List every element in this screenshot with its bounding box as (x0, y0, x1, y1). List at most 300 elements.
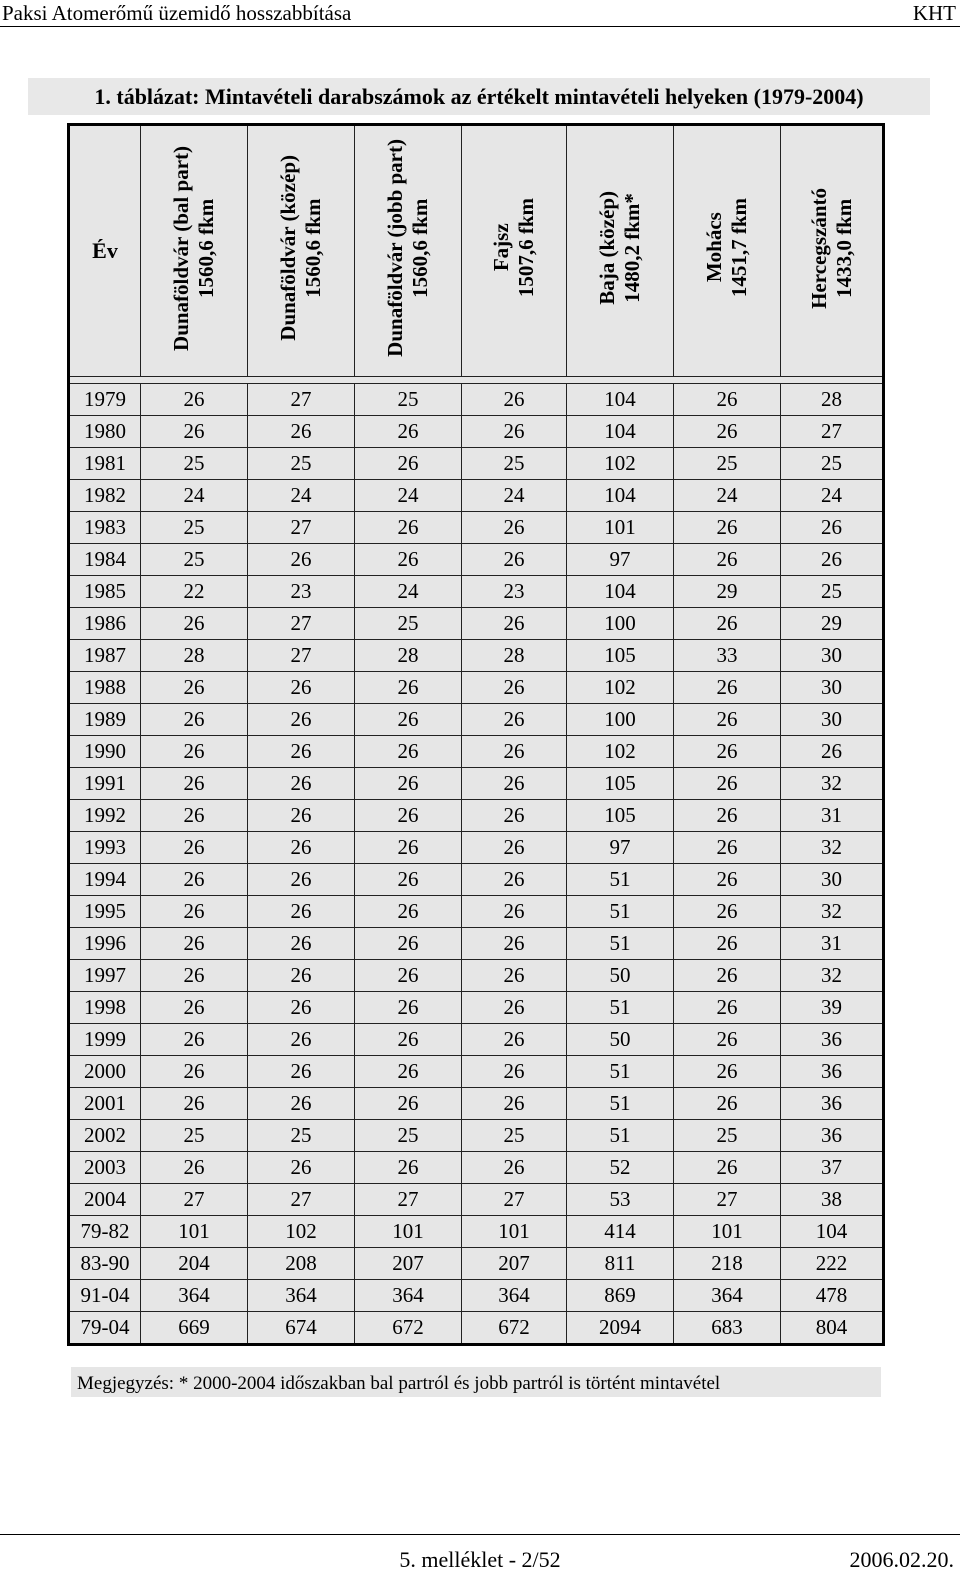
year-cell: 1998 (69, 992, 141, 1024)
count-cell: 101 (355, 1216, 462, 1248)
count-cell: 26 (355, 896, 462, 928)
column-header-sublabel: 1451,7 fkm (727, 198, 751, 298)
count-cell: 26 (674, 672, 781, 704)
count-cell: 26 (141, 768, 248, 800)
count-cell: 101 (567, 512, 674, 544)
count-cell: 26 (355, 1056, 462, 1088)
count-cell: 26 (248, 992, 355, 1024)
table-row (69, 640, 884, 672)
table-row (69, 384, 884, 416)
table-row (69, 736, 884, 768)
count-cell: 222 (781, 1248, 884, 1280)
count-cell: 26 (355, 864, 462, 896)
count-cell: 24 (248, 480, 355, 512)
column-header-label: Dunaföldvár (bal part) (169, 145, 193, 351)
year-cell: 1995 (69, 896, 141, 928)
count-cell: 30 (781, 672, 884, 704)
count-cell: 804 (781, 1312, 884, 1345)
count-cell: 26 (674, 960, 781, 992)
count-cell: 26 (248, 1024, 355, 1056)
count-cell: 33 (674, 640, 781, 672)
year-cell: 1982 (69, 480, 141, 512)
count-cell: 51 (567, 992, 674, 1024)
table-row (69, 512, 884, 544)
count-cell: 97 (567, 544, 674, 576)
year-cell: 1986 (69, 608, 141, 640)
column-header-site (462, 125, 567, 377)
column-header-label: Dunaföldvár (jobb part) (383, 139, 407, 357)
count-cell: 26 (248, 864, 355, 896)
count-cell: 26 (355, 512, 462, 544)
year-cell: 1984 (69, 544, 141, 576)
count-cell: 207 (462, 1248, 567, 1280)
count-cell: 26 (674, 768, 781, 800)
count-cell: 26 (141, 1152, 248, 1184)
year-cell: 1983 (69, 512, 141, 544)
count-cell: 26 (141, 1088, 248, 1120)
year-cell: 91-04 (69, 1280, 141, 1312)
count-cell: 26 (462, 768, 567, 800)
count-cell: 27 (141, 1184, 248, 1216)
count-cell: 105 (567, 768, 674, 800)
column-header-site (355, 125, 462, 377)
count-cell: 26 (355, 448, 462, 480)
table-row (69, 864, 884, 896)
year-cell: 1991 (69, 768, 141, 800)
header-spacer (69, 377, 884, 384)
count-cell: 32 (781, 960, 884, 992)
count-cell: 26 (141, 896, 248, 928)
table-row (69, 1024, 884, 1056)
count-cell: 31 (781, 928, 884, 960)
count-cell: 51 (567, 1120, 674, 1152)
count-cell: 25 (355, 1120, 462, 1152)
count-cell: 25 (141, 448, 248, 480)
count-cell: 26 (674, 736, 781, 768)
count-cell: 31 (781, 800, 884, 832)
count-cell: 26 (355, 768, 462, 800)
count-cell: 30 (781, 640, 884, 672)
header-spacer-row (69, 377, 884, 384)
column-header-sublabel: 1560,6 fkm (408, 198, 432, 298)
sampling-count-table (67, 123, 885, 1346)
count-cell: 478 (781, 1280, 884, 1312)
count-cell: 37 (781, 1152, 884, 1184)
count-cell: 27 (674, 1184, 781, 1216)
count-cell: 27 (462, 1184, 567, 1216)
year-cell: 2001 (69, 1088, 141, 1120)
count-cell: 32 (781, 896, 884, 928)
table-row (69, 960, 884, 992)
count-cell: 104 (567, 416, 674, 448)
table-row (69, 1216, 884, 1248)
count-cell: 364 (141, 1280, 248, 1312)
count-cell: 26 (462, 1056, 567, 1088)
year-cell: 79-04 (69, 1312, 141, 1345)
count-cell: 100 (567, 704, 674, 736)
table-row (69, 448, 884, 480)
table-row (69, 928, 884, 960)
count-cell: 26 (462, 736, 567, 768)
count-cell: 26 (355, 1024, 462, 1056)
count-cell: 26 (141, 1056, 248, 1088)
count-cell: 26 (462, 1088, 567, 1120)
count-cell: 26 (462, 864, 567, 896)
count-cell: 104 (567, 480, 674, 512)
count-cell: 811 (567, 1248, 674, 1280)
count-cell: 29 (674, 576, 781, 608)
count-cell: 50 (567, 960, 674, 992)
count-cell: 30 (781, 864, 884, 896)
count-cell: 100 (567, 608, 674, 640)
count-cell: 27 (355, 1184, 462, 1216)
count-cell: 104 (567, 384, 674, 416)
table-note: Megjegyzés: * 2000-2004 időszakban bal partról és jobb partról is történt mintavétel (71, 1367, 881, 1397)
count-cell: 26 (462, 992, 567, 1024)
count-cell: 26 (248, 672, 355, 704)
table-row (69, 1312, 884, 1345)
table-title: 1. táblázat: Mintavételi darabszámok az értékelt mintavételi helyeken (1979-2004) (28, 78, 930, 115)
table-row (69, 1056, 884, 1088)
count-cell: 26 (674, 896, 781, 928)
table-row (69, 672, 884, 704)
count-cell: 26 (462, 544, 567, 576)
count-cell: 25 (781, 448, 884, 480)
count-cell: 26 (141, 832, 248, 864)
count-cell: 27 (248, 384, 355, 416)
count-cell: 26 (355, 992, 462, 1024)
count-cell: 669 (141, 1312, 248, 1345)
column-header-site (141, 125, 248, 377)
count-cell: 26 (355, 736, 462, 768)
count-cell: 207 (355, 1248, 462, 1280)
count-cell: 26 (462, 672, 567, 704)
document-title: Paksi Atomerőmű üzemidő hosszabbítása (2, 1, 352, 25)
count-cell: 26 (462, 704, 567, 736)
count-cell: 26 (674, 384, 781, 416)
count-cell: 26 (674, 704, 781, 736)
count-cell: 26 (462, 1152, 567, 1184)
count-cell: 2094 (567, 1312, 674, 1345)
count-cell: 27 (781, 416, 884, 448)
count-cell: 25 (674, 1120, 781, 1152)
count-cell: 23 (248, 576, 355, 608)
count-cell: 204 (141, 1248, 248, 1280)
count-cell: 26 (462, 512, 567, 544)
table-row (69, 896, 884, 928)
count-cell: 38 (781, 1184, 884, 1216)
year-cell: 1992 (69, 800, 141, 832)
count-cell: 27 (248, 608, 355, 640)
count-cell: 23 (462, 576, 567, 608)
count-cell: 102 (567, 672, 674, 704)
table-row (69, 576, 884, 608)
header-row (69, 125, 884, 377)
column-header-label: Év (92, 238, 118, 263)
column-header-site (248, 125, 355, 377)
count-cell: 24 (141, 480, 248, 512)
count-cell: 105 (567, 800, 674, 832)
column-header-sublabel: 1480,2 fkm* (620, 193, 644, 303)
count-cell: 51 (567, 928, 674, 960)
table-row (69, 992, 884, 1024)
column-header-sublabel: 1560,6 fkm (301, 198, 325, 298)
table-body (69, 384, 884, 1345)
table-row (69, 1184, 884, 1216)
count-cell: 24 (355, 576, 462, 608)
count-cell: 26 (355, 960, 462, 992)
count-cell: 25 (248, 1120, 355, 1152)
count-cell: 26 (462, 384, 567, 416)
count-cell: 24 (462, 480, 567, 512)
count-cell: 26 (141, 704, 248, 736)
count-cell: 364 (355, 1280, 462, 1312)
table-row (69, 704, 884, 736)
count-cell: 50 (567, 1024, 674, 1056)
count-cell: 26 (248, 1152, 355, 1184)
count-cell: 26 (462, 416, 567, 448)
count-cell: 52 (567, 1152, 674, 1184)
count-cell: 25 (462, 448, 567, 480)
count-cell: 26 (248, 960, 355, 992)
table-row (69, 1152, 884, 1184)
count-cell: 26 (248, 544, 355, 576)
count-cell: 26 (355, 928, 462, 960)
count-cell: 26 (248, 736, 355, 768)
document-date: 2006.02.20. (849, 1547, 954, 1572)
count-cell: 26 (141, 416, 248, 448)
column-header-label: Hercegszántó (806, 187, 831, 309)
table-row (69, 480, 884, 512)
count-cell: 26 (248, 1056, 355, 1088)
count-cell: 26 (462, 896, 567, 928)
table-row (69, 768, 884, 800)
count-cell: 869 (567, 1280, 674, 1312)
count-cell: 27 (248, 1184, 355, 1216)
table-row (69, 800, 884, 832)
count-cell: 26 (674, 1024, 781, 1056)
year-cell: 1981 (69, 448, 141, 480)
column-header-sublabel: 1560,6 fkm (194, 198, 218, 298)
year-cell: 2004 (69, 1184, 141, 1216)
count-cell: 36 (781, 1120, 884, 1152)
count-cell: 24 (355, 480, 462, 512)
count-cell: 32 (781, 768, 884, 800)
table-row (69, 1120, 884, 1152)
count-cell: 26 (355, 704, 462, 736)
count-cell: 26 (674, 864, 781, 896)
count-cell: 26 (141, 928, 248, 960)
count-cell: 26 (141, 736, 248, 768)
count-cell: 26 (248, 704, 355, 736)
count-cell: 36 (781, 1088, 884, 1120)
count-cell: 26 (355, 1088, 462, 1120)
count-cell: 28 (781, 384, 884, 416)
count-cell: 26 (141, 384, 248, 416)
count-cell: 218 (674, 1248, 781, 1280)
column-header-label: Mohács (702, 213, 726, 283)
count-cell: 26 (781, 544, 884, 576)
column-header-label: Baja (közép) (595, 191, 619, 305)
count-cell: 104 (781, 1216, 884, 1248)
count-cell: 25 (674, 448, 781, 480)
count-cell: 672 (355, 1312, 462, 1345)
count-cell: 26 (674, 832, 781, 864)
count-cell: 26 (248, 416, 355, 448)
column-header-site (781, 125, 884, 377)
count-cell: 51 (567, 864, 674, 896)
count-cell: 24 (674, 480, 781, 512)
count-cell: 26 (781, 512, 884, 544)
count-cell: 26 (248, 832, 355, 864)
count-cell: 101 (674, 1216, 781, 1248)
count-cell: 26 (674, 544, 781, 576)
table-row (69, 416, 884, 448)
count-cell: 28 (141, 640, 248, 672)
year-cell: 1979 (69, 384, 141, 416)
count-cell: 53 (567, 1184, 674, 1216)
count-cell: 26 (248, 896, 355, 928)
count-cell: 414 (567, 1216, 674, 1248)
count-cell: 26 (248, 800, 355, 832)
count-cell: 27 (248, 512, 355, 544)
count-cell: 27 (248, 640, 355, 672)
count-cell: 26 (462, 832, 567, 864)
count-cell: 26 (674, 512, 781, 544)
count-cell: 28 (355, 640, 462, 672)
column-header-label: Dunaföldvár (közép) (276, 155, 300, 341)
count-cell: 26 (355, 416, 462, 448)
count-cell: 26 (141, 864, 248, 896)
count-cell: 364 (674, 1280, 781, 1312)
page-number: 5. melléklet - 2/52 (399, 1547, 561, 1572)
count-cell: 26 (674, 608, 781, 640)
count-cell: 104 (567, 576, 674, 608)
count-cell: 24 (781, 480, 884, 512)
table-row (69, 1280, 884, 1312)
year-cell: 1996 (69, 928, 141, 960)
page-header (0, 0, 960, 27)
count-cell: 26 (248, 768, 355, 800)
count-cell: 25 (355, 384, 462, 416)
count-cell: 26 (674, 1152, 781, 1184)
count-cell: 26 (248, 928, 355, 960)
count-cell: 26 (355, 800, 462, 832)
year-cell: 79-82 (69, 1216, 141, 1248)
count-cell: 105 (567, 640, 674, 672)
count-cell: 32 (781, 832, 884, 864)
count-cell: 26 (674, 992, 781, 1024)
count-cell: 26 (141, 1024, 248, 1056)
column-header-site (674, 125, 781, 377)
count-cell: 51 (567, 1088, 674, 1120)
count-cell: 25 (355, 608, 462, 640)
year-cell: 83-90 (69, 1248, 141, 1280)
count-cell: 26 (141, 800, 248, 832)
count-cell: 102 (567, 448, 674, 480)
count-cell: 51 (567, 1056, 674, 1088)
count-cell: 39 (781, 992, 884, 1024)
count-cell: 672 (462, 1312, 567, 1345)
count-cell: 364 (248, 1280, 355, 1312)
count-cell: 26 (355, 832, 462, 864)
year-cell: 2003 (69, 1152, 141, 1184)
year-cell: 2002 (69, 1120, 141, 1152)
year-cell: 2000 (69, 1056, 141, 1088)
count-cell: 25 (141, 544, 248, 576)
count-cell: 97 (567, 832, 674, 864)
column-header-sublabel: 1433,0 fkm (831, 198, 856, 298)
year-cell: 1985 (69, 576, 141, 608)
count-cell: 26 (141, 672, 248, 704)
table-row (69, 544, 884, 576)
count-cell: 683 (674, 1312, 781, 1345)
count-cell: 51 (567, 896, 674, 928)
year-cell: 1999 (69, 1024, 141, 1056)
year-cell: 1990 (69, 736, 141, 768)
count-cell: 674 (248, 1312, 355, 1345)
count-cell: 102 (248, 1216, 355, 1248)
count-cell: 26 (355, 544, 462, 576)
table-row (69, 1248, 884, 1280)
count-cell: 208 (248, 1248, 355, 1280)
count-cell: 30 (781, 704, 884, 736)
count-cell: 26 (674, 1056, 781, 1088)
count-cell: 26 (355, 1152, 462, 1184)
year-cell: 1997 (69, 960, 141, 992)
count-cell: 101 (462, 1216, 567, 1248)
year-cell: 1989 (69, 704, 141, 736)
count-cell: 26 (462, 608, 567, 640)
count-cell: 26 (462, 1024, 567, 1056)
count-cell: 364 (462, 1280, 567, 1312)
count-cell: 26 (674, 1088, 781, 1120)
count-cell: 26 (355, 672, 462, 704)
count-cell: 36 (781, 1056, 884, 1088)
table-row (69, 608, 884, 640)
count-cell: 25 (781, 576, 884, 608)
table-row (69, 1088, 884, 1120)
count-cell: 25 (141, 512, 248, 544)
year-cell: 1988 (69, 672, 141, 704)
count-cell: 26 (141, 608, 248, 640)
column-header-sublabel: 1507,6 fkm (514, 198, 538, 298)
count-cell: 25 (141, 1120, 248, 1152)
year-cell: 1993 (69, 832, 141, 864)
organization-label: KHT (912, 1, 956, 25)
count-cell: 26 (462, 928, 567, 960)
count-cell: 102 (567, 736, 674, 768)
count-cell: 25 (248, 448, 355, 480)
count-cell: 101 (141, 1216, 248, 1248)
year-cell: 1987 (69, 640, 141, 672)
count-cell: 26 (462, 960, 567, 992)
count-cell: 26 (141, 960, 248, 992)
year-cell: 1980 (69, 416, 141, 448)
count-cell: 26 (674, 800, 781, 832)
count-cell: 29 (781, 608, 884, 640)
count-cell: 28 (462, 640, 567, 672)
table-row (69, 832, 884, 864)
count-cell: 26 (674, 416, 781, 448)
page-footer (0, 1534, 960, 1582)
year-cell: 1994 (69, 864, 141, 896)
column-header-label: Fajsz (489, 224, 513, 272)
count-cell: 26 (462, 800, 567, 832)
count-cell: 26 (781, 736, 884, 768)
count-cell: 36 (781, 1024, 884, 1056)
count-cell: 22 (141, 576, 248, 608)
